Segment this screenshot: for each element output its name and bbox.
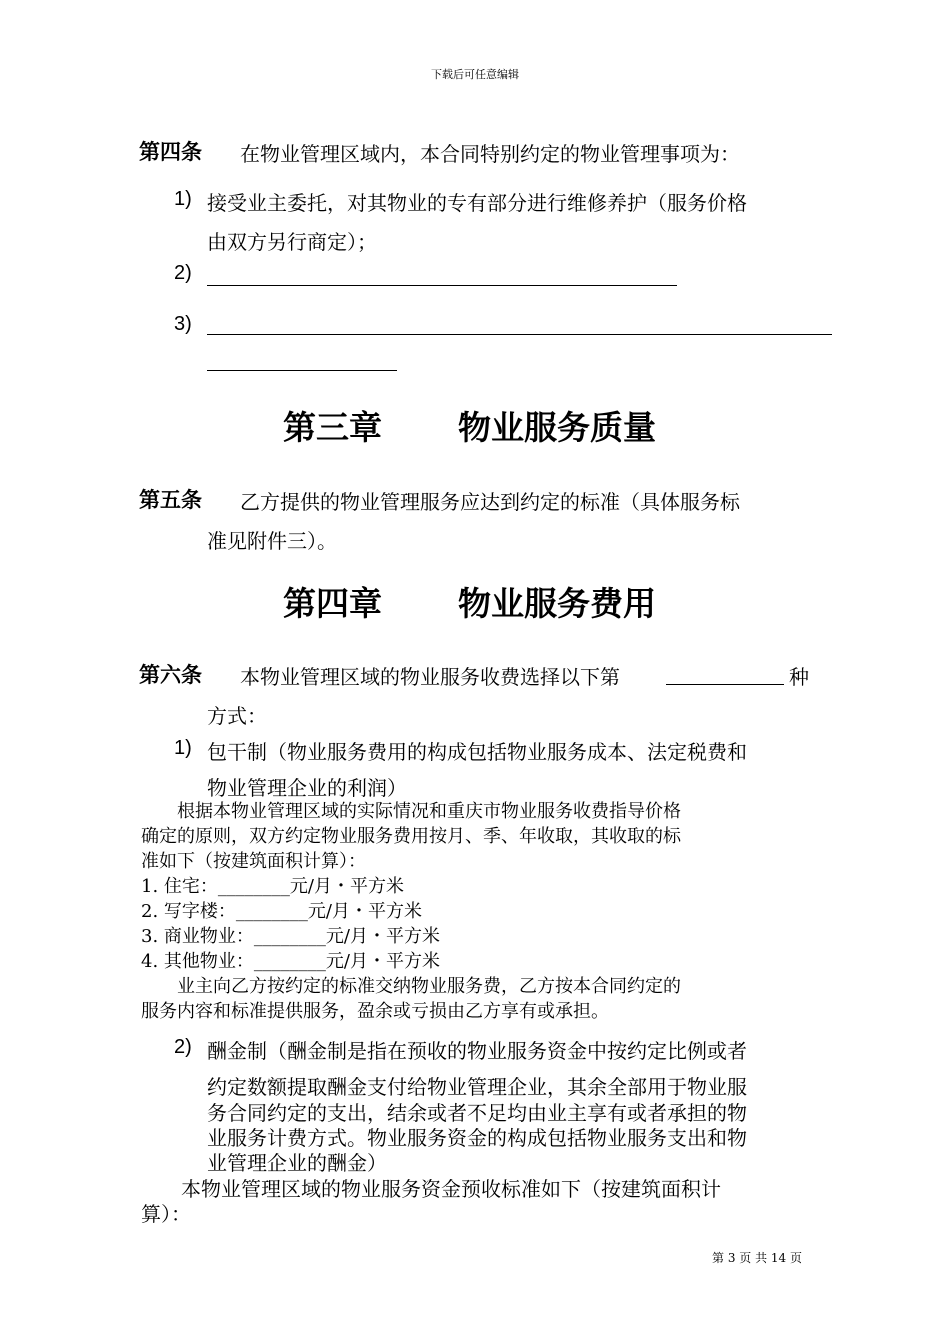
fee-blank: ________ bbox=[253, 951, 326, 972]
option-1-paragraph-1-line-1: 根据本物业管理区域的实际情况和重庆市物业服务收费指导价格 bbox=[141, 801, 681, 822]
fee-label: 4. 其他物业： bbox=[141, 951, 254, 972]
option-1-line-2: 物业管理企业的利润） bbox=[207, 776, 407, 800]
fee-row-other bbox=[141, 947, 440, 973]
page-footer: 第 3 页 共 14 页 bbox=[712, 1251, 802, 1265]
chapter-4-title: 物业服务费用 bbox=[458, 584, 656, 623]
option-1-line-1: 包干制（物业服务费用的构成包括物业服务成本、法定税费和 bbox=[207, 740, 747, 764]
option-1-paragraph-2-line-1: 业主向乙方按约定的标准交纳物业服务费，乙方按本合同约定的 bbox=[141, 976, 681, 997]
option-1-paragraph-2-line-2: 服务内容和标准提供服务，盈余或亏损由乙方享有或承担。 bbox=[141, 1001, 609, 1022]
item-3-number: 3) bbox=[174, 313, 192, 335]
option-2-line-1: 酬金制（酬金制是指在预收的物业服务资金中按约定比例或者 bbox=[207, 1039, 747, 1063]
article-5-label: 第五条 bbox=[139, 488, 202, 512]
option-2-line-5: 业管理企业的酬金） bbox=[207, 1151, 387, 1175]
chapter-3-label: 第三章 bbox=[283, 408, 382, 447]
article-5-line-2: 准见附件三）。 bbox=[207, 529, 337, 553]
chapter-4-label: 第四章 bbox=[283, 584, 382, 623]
article-6-line-2: 方式： bbox=[207, 704, 267, 728]
article-6-label: 第六条 bbox=[139, 663, 202, 687]
article-6-line-1: 本物业管理区域的物业服务收费选择以下第 bbox=[240, 665, 620, 689]
fee-label: 3. 商业物业： bbox=[141, 926, 254, 947]
fee-blank: ________ bbox=[253, 926, 326, 947]
option-2-line-2: 约定数额提取酬金支付给物业管理企业，其余全部用于物业服 bbox=[207, 1075, 747, 1099]
option-2-number: 2) bbox=[174, 1036, 192, 1058]
fee-row-commercial bbox=[141, 922, 440, 948]
fee-unit: 元/月・平方米 bbox=[307, 901, 422, 922]
fee-label: 1. 住宅： bbox=[141, 876, 218, 897]
item-2-number: 2) bbox=[174, 262, 192, 284]
option-2-paragraph-line-1: 本物业管理区域的物业服务资金预收标准如下（按建筑面积计 bbox=[141, 1177, 721, 1201]
item-1-line-1: 接受业主委托，对其物业的专有部分进行维修养护（服务价格 bbox=[207, 191, 747, 215]
article-6-line-1-end: 种 bbox=[789, 665, 809, 689]
article-4-text: 在物业管理区域内，本合同特别约定的物业管理事项为： bbox=[240, 142, 740, 166]
page-header: 下载后可任意编辑 bbox=[431, 68, 519, 81]
fee-unit: 元/月・平方米 bbox=[325, 951, 440, 972]
option-2-line-3: 务合同约定的支出，结余或者不足均由业主享有或者承担的物 bbox=[207, 1101, 747, 1125]
fee-unit: 元/月・平方米 bbox=[325, 926, 440, 947]
fee-unit: 元/月・平方米 bbox=[289, 876, 404, 897]
chapter-3-title: 物业服务质量 bbox=[458, 408, 656, 447]
fee-row-office bbox=[141, 897, 422, 923]
option-1-paragraph-1-line-3: 准如下（按建筑面积计算）： bbox=[141, 851, 366, 872]
article-4-label: 第四条 bbox=[139, 140, 202, 164]
option-1-number: 1) bbox=[174, 737, 192, 759]
option-2-line-4: 业服务计费方式。物业服务资金的构成包括物业服务支出和物 bbox=[207, 1126, 747, 1150]
item-3-blank-line-2 bbox=[207, 370, 397, 371]
fee-blank: ________ bbox=[235, 901, 308, 922]
item-3-blank-line-1 bbox=[207, 334, 832, 335]
item-1-line-2: 由双方另行商定）； bbox=[207, 230, 377, 254]
article-6-blank-line bbox=[666, 684, 784, 685]
fee-label: 2. 写字楼： bbox=[141, 901, 236, 922]
option-1-paragraph-1-line-2: 确定的原则，双方约定物业服务费用按月、季、年收取，其收取的标 bbox=[141, 826, 681, 847]
fee-row-residential bbox=[141, 872, 404, 898]
article-5-line-1: 乙方提供的物业管理服务应达到约定的标准（具体服务标 bbox=[240, 490, 740, 514]
option-2-paragraph-line-2: 算）： bbox=[141, 1202, 191, 1226]
item-2-blank-line bbox=[207, 285, 677, 286]
item-1-number: 1) bbox=[174, 188, 192, 210]
fee-blank: ________ bbox=[217, 876, 290, 897]
